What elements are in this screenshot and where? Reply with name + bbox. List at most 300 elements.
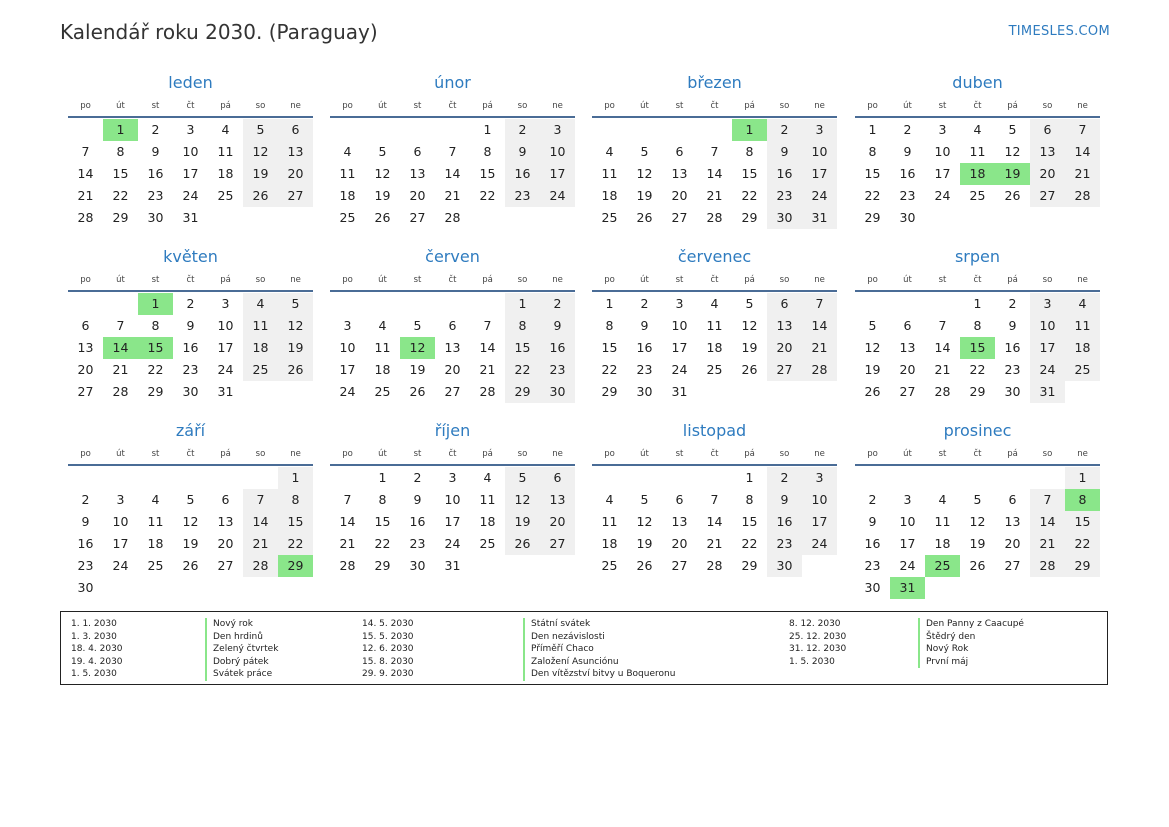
day-cell[interactable]: 10 [540, 141, 575, 163]
day-cell[interactable]: 12 [374, 166, 391, 181]
day-cell[interactable]: 9 [868, 514, 877, 529]
day-cell[interactable]: 25 [601, 210, 618, 225]
day-cell[interactable]: 20 [540, 511, 575, 533]
day-cell[interactable]: 5 [745, 296, 754, 311]
day-cell[interactable]: 22 [741, 188, 758, 203]
day-cell[interactable]: 20 [1030, 163, 1065, 185]
holiday-day-cell[interactable]: 15 [138, 337, 173, 359]
day-cell[interactable]: 23 [767, 185, 802, 207]
day-cell[interactable]: 20 [409, 188, 426, 203]
day-cell[interactable]: 9 [505, 141, 540, 163]
day-cell[interactable]: 20 [671, 188, 688, 203]
day-cell[interactable]: 14 [444, 166, 461, 181]
day-cell[interactable]: 21 [243, 533, 278, 555]
day-cell[interactable]: 8 [745, 144, 754, 159]
day-cell[interactable]: 31 [671, 384, 688, 399]
day-cell[interactable]: 18 [479, 514, 496, 529]
day-cell[interactable]: 24 [1030, 359, 1065, 381]
day-cell[interactable]: 4 [973, 122, 982, 137]
day-cell[interactable]: 27 [767, 359, 802, 381]
day-cell[interactable]: 12 [864, 340, 881, 355]
day-cell[interactable]: 25 [479, 536, 496, 551]
day-cell[interactable]: 2 [1008, 296, 1017, 311]
day-cell[interactable]: 11 [601, 166, 618, 181]
day-cell[interactable]: 28 [112, 384, 129, 399]
day-cell[interactable]: 27 [77, 384, 94, 399]
day-cell[interactable]: 16 [767, 511, 802, 533]
day-cell[interactable]: 25 [1065, 359, 1100, 381]
day-cell[interactable]: 8 [151, 318, 160, 333]
day-cell[interactable]: 18 [217, 166, 234, 181]
day-cell[interactable]: 16 [505, 163, 540, 185]
day-cell[interactable]: 16 [864, 536, 881, 551]
day-cell[interactable]: 22 [278, 533, 313, 555]
day-cell[interactable]: 27 [278, 185, 313, 207]
day-cell[interactable]: 1 [868, 122, 877, 137]
day-cell[interactable]: 11 [1065, 315, 1100, 337]
day-cell[interactable]: 9 [767, 489, 802, 511]
day-cell[interactable]: 29 [112, 210, 129, 225]
day-cell[interactable]: 16 [540, 337, 575, 359]
day-cell[interactable]: 2 [505, 119, 540, 141]
day-cell[interactable]: 26 [278, 359, 313, 381]
day-cell[interactable]: 26 [182, 558, 199, 573]
day-cell[interactable]: 13 [444, 340, 461, 355]
day-cell[interactable]: 23 [182, 362, 199, 377]
day-cell[interactable]: 26 [505, 533, 540, 555]
day-cell[interactable]: 11 [934, 514, 951, 529]
day-cell[interactable]: 13 [671, 166, 688, 181]
day-cell[interactable]: 5 [868, 318, 877, 333]
day-cell[interactable]: 21 [479, 362, 496, 377]
day-cell[interactable]: 13 [767, 315, 802, 337]
day-cell[interactable]: 20 [77, 362, 94, 377]
day-cell[interactable]: 2 [151, 122, 160, 137]
holiday-day-cell[interactable]: 25 [925, 555, 960, 577]
holiday-day-cell[interactable]: 1 [732, 119, 767, 141]
day-cell[interactable]: 26 [864, 384, 881, 399]
day-cell[interactable]: 4 [605, 492, 614, 507]
day-cell[interactable]: 16 [767, 163, 802, 185]
day-cell[interactable]: 18 [706, 340, 723, 355]
day-cell[interactable]: 9 [540, 315, 575, 337]
day-cell[interactable]: 14 [243, 511, 278, 533]
day-cell[interactable]: 19 [243, 163, 278, 185]
day-cell[interactable]: 3 [448, 470, 457, 485]
day-cell[interactable]: 10 [899, 514, 916, 529]
day-cell[interactable]: 13 [671, 514, 688, 529]
day-cell[interactable]: 19 [636, 188, 653, 203]
holiday-day-cell[interactable]: 29 [278, 555, 313, 577]
day-cell[interactable]: 14 [77, 166, 94, 181]
day-cell[interactable]: 1 [605, 296, 614, 311]
day-cell[interactable]: 8 [505, 315, 540, 337]
holiday-day-cell[interactable]: 19 [995, 163, 1030, 185]
day-cell[interactable]: 23 [1004, 362, 1021, 377]
day-cell[interactable]: 1 [278, 467, 313, 489]
day-cell[interactable]: 10 [802, 489, 837, 511]
day-cell[interactable]: 30 [77, 580, 94, 595]
day-cell[interactable]: 7 [710, 144, 719, 159]
day-cell[interactable]: 8 [745, 492, 754, 507]
day-cell[interactable]: 2 [186, 296, 195, 311]
day-cell[interactable]: 10 [339, 340, 356, 355]
day-cell[interactable]: 28 [706, 210, 723, 225]
day-cell[interactable]: 27 [899, 384, 916, 399]
day-cell[interactable]: 2 [81, 492, 90, 507]
day-cell[interactable]: 1 [378, 470, 387, 485]
day-cell[interactable]: 18 [147, 536, 164, 551]
day-cell[interactable]: 9 [1008, 318, 1017, 333]
day-cell[interactable]: 30 [767, 207, 802, 229]
day-cell[interactable]: 16 [636, 340, 653, 355]
day-cell[interactable]: 26 [374, 210, 391, 225]
day-cell[interactable]: 13 [217, 514, 234, 529]
day-cell[interactable]: 10 [934, 144, 951, 159]
day-cell[interactable]: 25 [969, 188, 986, 203]
day-cell[interactable]: 6 [675, 144, 684, 159]
day-cell[interactable]: 22 [1065, 533, 1100, 555]
day-cell[interactable]: 6 [675, 492, 684, 507]
day-cell[interactable]: 18 [339, 188, 356, 203]
day-cell[interactable]: 3 [675, 296, 684, 311]
day-cell[interactable]: 25 [339, 210, 356, 225]
day-cell[interactable]: 4 [605, 144, 614, 159]
day-cell[interactable]: 12 [505, 489, 540, 511]
day-cell[interactable]: 5 [278, 293, 313, 315]
day-cell[interactable]: 24 [217, 362, 234, 377]
day-cell[interactable]: 28 [934, 384, 951, 399]
day-cell[interactable]: 4 [1065, 293, 1100, 315]
day-cell[interactable]: 15 [741, 166, 758, 181]
day-cell[interactable]: 6 [278, 119, 313, 141]
day-cell[interactable]: 12 [278, 315, 313, 337]
day-cell[interactable]: 6 [413, 144, 422, 159]
day-cell[interactable]: 2 [413, 470, 422, 485]
day-cell[interactable]: 4 [483, 470, 492, 485]
day-cell[interactable]: 6 [221, 492, 230, 507]
day-cell[interactable]: 10 [112, 514, 129, 529]
day-cell[interactable]: 19 [969, 536, 986, 551]
day-cell[interactable]: 12 [636, 166, 653, 181]
day-cell[interactable]: 25 [706, 362, 723, 377]
day-cell[interactable]: 29 [741, 558, 758, 573]
day-cell[interactable]: 19 [409, 362, 426, 377]
day-cell[interactable]: 24 [671, 362, 688, 377]
day-cell[interactable]: 19 [374, 188, 391, 203]
day-cell[interactable]: 9 [151, 144, 160, 159]
day-cell[interactable]: 4 [221, 122, 230, 137]
day-cell[interactable]: 19 [182, 536, 199, 551]
day-cell[interactable]: 9 [413, 492, 422, 507]
day-cell[interactable]: 24 [802, 185, 837, 207]
day-cell[interactable]: 5 [243, 119, 278, 141]
day-cell[interactable]: 16 [182, 340, 199, 355]
day-cell[interactable]: 12 [243, 141, 278, 163]
day-cell[interactable]: 6 [1008, 492, 1017, 507]
day-cell[interactable]: 12 [969, 514, 986, 529]
day-cell[interactable]: 4 [938, 492, 947, 507]
day-cell[interactable]: 3 [221, 296, 230, 311]
day-cell[interactable]: 2 [767, 119, 802, 141]
day-cell[interactable]: 5 [413, 318, 422, 333]
day-cell[interactable]: 11 [601, 514, 618, 529]
day-cell[interactable]: 29 [147, 384, 164, 399]
day-cell[interactable]: 23 [767, 533, 802, 555]
day-cell[interactable]: 8 [116, 144, 125, 159]
day-cell[interactable]: 21 [934, 362, 951, 377]
day-cell[interactable]: 28 [479, 384, 496, 399]
brand-link[interactable]: TIMESLES.COM [1008, 24, 1110, 39]
day-cell[interactable]: 7 [81, 144, 90, 159]
day-cell[interactable]: 30 [182, 384, 199, 399]
day-cell[interactable]: 29 [601, 384, 618, 399]
day-cell[interactable]: 22 [479, 188, 496, 203]
day-cell[interactable]: 20 [217, 536, 234, 551]
day-cell[interactable]: 24 [802, 533, 837, 555]
day-cell[interactable]: 11 [374, 340, 391, 355]
day-cell[interactable]: 10 [217, 318, 234, 333]
day-cell[interactable]: 6 [1030, 119, 1065, 141]
day-cell[interactable]: 14 [934, 340, 951, 355]
day-cell[interactable]: 15 [601, 340, 618, 355]
day-cell[interactable]: 27 [217, 558, 234, 573]
day-cell[interactable]: 3 [116, 492, 125, 507]
day-cell[interactable]: 6 [903, 318, 912, 333]
day-cell[interactable]: 20 [444, 362, 461, 377]
day-cell[interactable]: 27 [444, 384, 461, 399]
day-cell[interactable]: 17 [112, 536, 129, 551]
day-cell[interactable]: 26 [969, 558, 986, 573]
day-cell[interactable]: 17 [339, 362, 356, 377]
day-cell[interactable]: 12 [636, 514, 653, 529]
day-cell[interactable]: 24 [112, 558, 129, 573]
day-cell[interactable]: 2 [868, 492, 877, 507]
day-cell[interactable]: 3 [540, 119, 575, 141]
day-cell[interactable]: 27 [1030, 185, 1065, 207]
day-cell[interactable]: 19 [741, 340, 758, 355]
day-cell[interactable]: 31 [1030, 381, 1065, 403]
day-cell[interactable]: 16 [409, 514, 426, 529]
day-cell[interactable]: 22 [147, 362, 164, 377]
day-cell[interactable]: 15 [112, 166, 129, 181]
day-cell[interactable]: 25 [374, 384, 391, 399]
day-cell[interactable]: 7 [343, 492, 352, 507]
day-cell[interactable]: 24 [339, 384, 356, 399]
day-cell[interactable]: 1 [483, 122, 492, 137]
day-cell[interactable]: 3 [186, 122, 195, 137]
day-cell[interactable]: 13 [77, 340, 94, 355]
day-cell[interactable]: 25 [601, 558, 618, 573]
day-cell[interactable]: 25 [243, 359, 278, 381]
day-cell[interactable]: 16 [1004, 340, 1021, 355]
day-cell[interactable]: 11 [479, 492, 496, 507]
day-cell[interactable]: 3 [802, 119, 837, 141]
day-cell[interactable]: 22 [969, 362, 986, 377]
day-cell[interactable]: 9 [767, 141, 802, 163]
day-cell[interactable]: 8 [378, 492, 387, 507]
day-cell[interactable]: 10 [182, 144, 199, 159]
day-cell[interactable]: 19 [505, 511, 540, 533]
day-cell[interactable]: 14 [339, 514, 356, 529]
day-cell[interactable]: 29 [1065, 555, 1100, 577]
day-cell[interactable]: 14 [802, 315, 837, 337]
day-cell[interactable]: 3 [802, 467, 837, 489]
day-cell[interactable]: 30 [147, 210, 164, 225]
day-cell[interactable]: 6 [767, 293, 802, 315]
day-cell[interactable]: 21 [706, 188, 723, 203]
day-cell[interactable]: 28 [444, 210, 461, 225]
day-cell[interactable]: 5 [973, 492, 982, 507]
day-cell[interactable]: 7 [710, 492, 719, 507]
day-cell[interactable]: 2 [903, 122, 912, 137]
day-cell[interactable]: 31 [217, 384, 234, 399]
day-cell[interactable]: 29 [505, 381, 540, 403]
day-cell[interactable]: 24 [934, 188, 951, 203]
day-cell[interactable]: 24 [899, 558, 916, 573]
day-cell[interactable]: 23 [899, 188, 916, 203]
day-cell[interactable]: 26 [243, 185, 278, 207]
day-cell[interactable]: 14 [1065, 141, 1100, 163]
day-cell[interactable]: 30 [409, 558, 426, 573]
day-cell[interactable]: 17 [802, 511, 837, 533]
day-cell[interactable]: 27 [409, 210, 426, 225]
day-cell[interactable]: 31 [802, 207, 837, 229]
day-cell[interactable]: 19 [864, 362, 881, 377]
day-cell[interactable]: 22 [374, 536, 391, 551]
day-cell[interactable]: 18 [243, 337, 278, 359]
day-cell[interactable]: 27 [671, 210, 688, 225]
day-cell[interactable]: 20 [278, 163, 313, 185]
day-cell[interactable]: 30 [1004, 384, 1021, 399]
day-cell[interactable]: 2 [640, 296, 649, 311]
day-cell[interactable]: 16 [147, 166, 164, 181]
day-cell[interactable]: 31 [444, 558, 461, 573]
day-cell[interactable]: 3 [343, 318, 352, 333]
day-cell[interactable]: 21 [444, 188, 461, 203]
day-cell[interactable]: 9 [640, 318, 649, 333]
day-cell[interactable]: 23 [864, 558, 881, 573]
day-cell[interactable]: 5 [640, 144, 649, 159]
day-cell[interactable]: 4 [710, 296, 719, 311]
day-cell[interactable]: 20 [767, 337, 802, 359]
day-cell[interactable]: 17 [540, 163, 575, 185]
day-cell[interactable]: 3 [1030, 293, 1065, 315]
day-cell[interactable]: 17 [217, 340, 234, 355]
day-cell[interactable]: 13 [278, 141, 313, 163]
holiday-day-cell[interactable]: 12 [400, 337, 435, 359]
day-cell[interactable]: 15 [374, 514, 391, 529]
day-cell[interactable]: 26 [1004, 188, 1021, 203]
day-cell[interactable]: 29 [741, 210, 758, 225]
day-cell[interactable]: 23 [409, 536, 426, 551]
day-cell[interactable]: 2 [767, 467, 802, 489]
day-cell[interactable]: 21 [1065, 163, 1100, 185]
day-cell[interactable]: 18 [601, 536, 618, 551]
day-cell[interactable]: 7 [1065, 119, 1100, 141]
day-cell[interactable]: 21 [706, 536, 723, 551]
day-cell[interactable]: 3 [903, 492, 912, 507]
day-cell[interactable]: 18 [601, 188, 618, 203]
day-cell[interactable]: 22 [601, 362, 618, 377]
holiday-day-cell[interactable]: 1 [138, 293, 173, 315]
day-cell[interactable]: 7 [938, 318, 947, 333]
day-cell[interactable]: 12 [741, 318, 758, 333]
day-cell[interactable]: 17 [671, 340, 688, 355]
day-cell[interactable]: 3 [938, 122, 947, 137]
day-cell[interactable]: 22 [864, 188, 881, 203]
day-cell[interactable]: 23 [147, 188, 164, 203]
day-cell[interactable]: 17 [1030, 337, 1065, 359]
day-cell[interactable]: 29 [864, 210, 881, 225]
day-cell[interactable]: 6 [81, 318, 90, 333]
day-cell[interactable]: 8 [278, 489, 313, 511]
day-cell[interactable]: 23 [540, 359, 575, 381]
holiday-day-cell[interactable]: 15 [960, 337, 995, 359]
day-cell[interactable]: 11 [147, 514, 164, 529]
day-cell[interactable]: 1 [1065, 467, 1100, 489]
day-cell[interactable]: 8 [868, 144, 877, 159]
day-cell[interactable]: 22 [741, 536, 758, 551]
day-cell[interactable]: 28 [243, 555, 278, 577]
day-cell[interactable]: 18 [374, 362, 391, 377]
holiday-day-cell[interactable]: 18 [960, 163, 995, 185]
day-cell[interactable]: 4 [151, 492, 160, 507]
day-cell[interactable]: 7 [483, 318, 492, 333]
day-cell[interactable]: 5 [378, 144, 387, 159]
day-cell[interactable]: 6 [448, 318, 457, 333]
day-cell[interactable]: 11 [339, 166, 356, 181]
day-cell[interactable]: 16 [899, 166, 916, 181]
day-cell[interactable]: 9 [81, 514, 90, 529]
day-cell[interactable]: 28 [339, 558, 356, 573]
day-cell[interactable]: 5 [640, 492, 649, 507]
day-cell[interactable]: 18 [1065, 337, 1100, 359]
day-cell[interactable]: 29 [969, 384, 986, 399]
day-cell[interactable]: 26 [741, 362, 758, 377]
day-cell[interactable]: 7 [243, 489, 278, 511]
day-cell[interactable]: 21 [802, 337, 837, 359]
day-cell[interactable]: 23 [505, 185, 540, 207]
day-cell[interactable]: 21 [112, 362, 129, 377]
day-cell[interactable]: 29 [374, 558, 391, 573]
day-cell[interactable]: 15 [741, 514, 758, 529]
day-cell[interactable]: 28 [1065, 185, 1100, 207]
day-cell[interactable]: 14 [479, 340, 496, 355]
day-cell[interactable]: 4 [243, 293, 278, 315]
day-cell[interactable]: 31 [182, 210, 199, 225]
day-cell[interactable]: 11 [243, 315, 278, 337]
day-cell[interactable]: 13 [540, 489, 575, 511]
day-cell[interactable]: 13 [1030, 141, 1065, 163]
day-cell[interactable]: 30 [636, 384, 653, 399]
day-cell[interactable]: 17 [802, 163, 837, 185]
day-cell[interactable]: 21 [77, 188, 94, 203]
day-cell[interactable]: 8 [483, 144, 492, 159]
day-cell[interactable]: 1 [745, 470, 754, 485]
day-cell[interactable]: 15 [278, 511, 313, 533]
day-cell[interactable]: 17 [444, 514, 461, 529]
holiday-day-cell[interactable]: 31 [890, 577, 925, 599]
day-cell[interactable]: 14 [1030, 511, 1065, 533]
day-cell[interactable]: 10 [671, 318, 688, 333]
day-cell[interactable]: 17 [934, 166, 951, 181]
day-cell[interactable]: 15 [1065, 511, 1100, 533]
day-cell[interactable]: 14 [706, 514, 723, 529]
day-cell[interactable]: 22 [505, 359, 540, 381]
day-cell[interactable]: 15 [505, 337, 540, 359]
day-cell[interactable]: 12 [1004, 144, 1021, 159]
